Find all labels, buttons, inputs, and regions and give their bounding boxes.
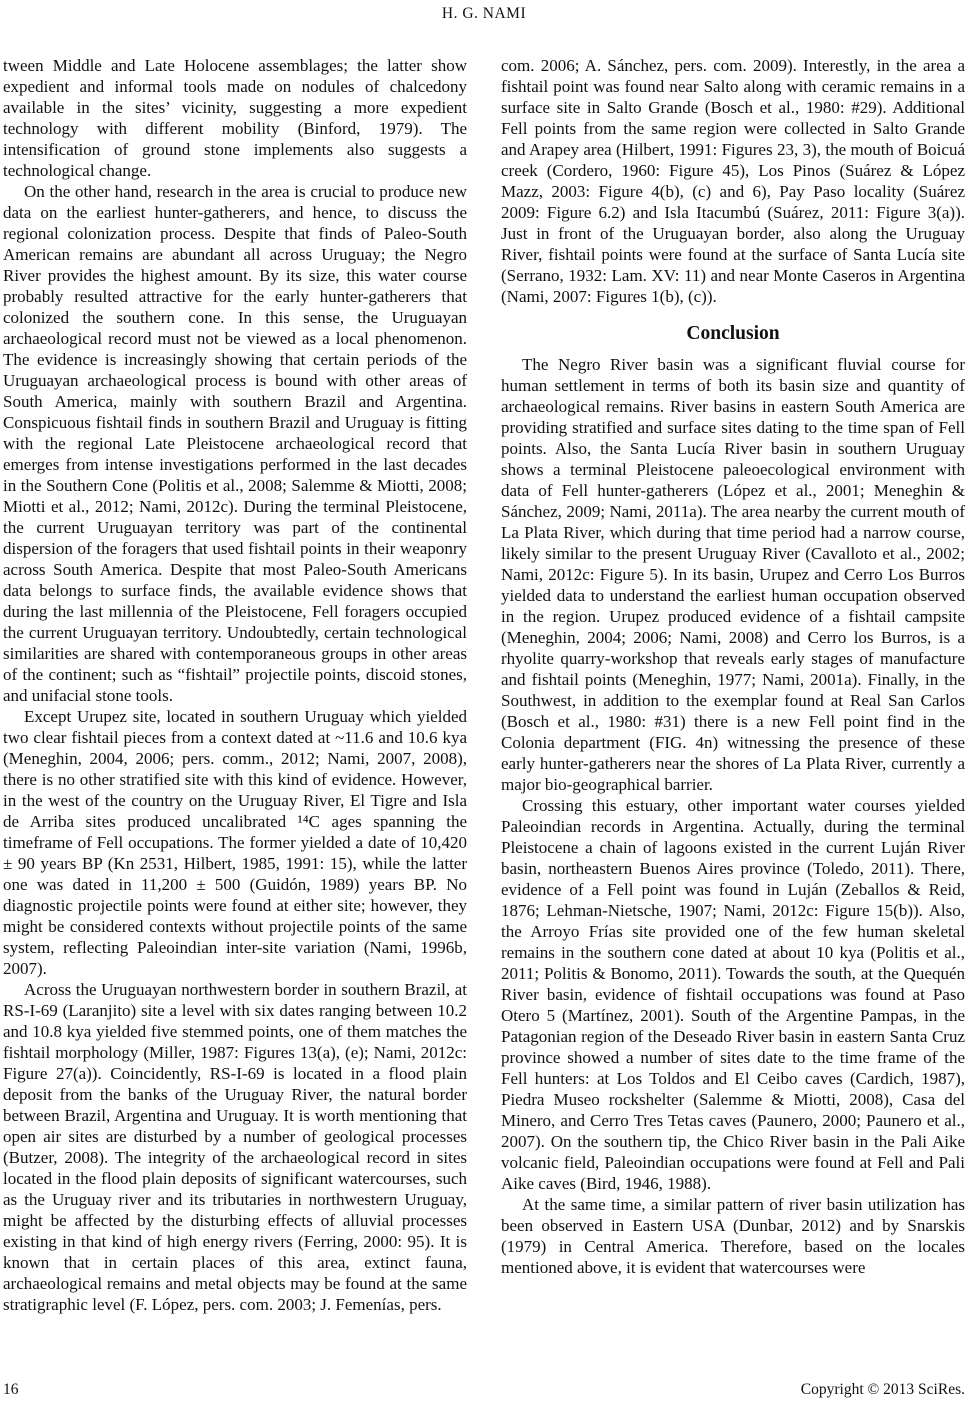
paragraph: Except Urupez site, located in southern Uruguay which yielded two clear fishtail pieces from a context dated at ~11.6 and 10.6 kya (Meneghin, 2004, 2006; pers. comm., 2012; Nami, 2007, 2008), there is no other stratified site with this kind of evidence. However, in the west of the country on the Uruguay River, El Tigre and Isla de Arriba sites produced uncalibrated ¹⁴C ages spanning the timeframe of Fell occupations. The former yielded a date of 10,420 ± 90 years BP (Kn 2531, Hilbert, 1985, 1991: 15), while the latter one was dated in 11,200 ± 500 (Guidón, 1989) years BP. No diagnostic projectile points were found at either site; however, they might be considered contexts without projectile points of the same system, reflecting Paleoindian inter-site variation (Nami, 1996b, 2007). [3, 707, 467, 978]
right-column [501, 55, 965, 1278]
paragraph: The Negro River basin was a significant fluvial course for human settlement in terms of both its basin size and quantity of archaeological remains. River basins in eastern South America are providing stratified and surface sites dating to the time span of Fell points. Also, the Santa Lucía River basin in southern Uruguay shows a terminal Pleistocene paleoecological environment with data of Fell hunter-gatherers (López et al., 2001; Meneghin & Sánchez, 2009; Nami, 2011a). The area nearby the current mouth of La Plata River, which during that time period had a narrow course, likely similar to the present Uruguay River (Cavalloto et al., 2002; Nami, 2012c: Figure 5). In its basin, Urupez and Cerro Los Burros yielded data to understand the earliest human occupation observed in the region. Urupez produced evidence of a fishtail campsite (Meneghin, 2004; 2006; Nami, 2008) and Cerro los Burros, is a rhyolite quarry-workshop that reveals early stages of manufacture and fishtail points (Meneghin, 1977; Nami, 2001a). Finally, in the Southwest, in addition to the exemplar found at Real San Carlos (Bosch et al., 1980: #31) there is a new Fell point find in the Colonia department (FIG. 4n) witnessing the presence of these early hunter-gatherers near the shores of La Plata River, currently a major bio-geographical barrier. [501, 355, 965, 794]
paragraph: Across the Uruguayan northwestern border in southern Brazil, at RS-I-69 (Laranjito) site a level with six dates ranging between 10.2 and 10.8 kya yielded five stemmed points, one of them matches the fishtail morphology (Miller, 1987: Figures 13(a), (e); Nami, 2012c: Figure 27(a)). Coincidently, RS-I-69 is located in a flood plain deposit from the banks of the Uruguay River, the natural border between Brazil, Argentina and Uruguay. It is worth mentioning that open air sites are disturbed by a number of geological processes (Butzer, 2008). The integrity of the archaeological record in sites located in the flood plain deposits of significant watercourses, such as the Uruguay river and its tributaries in northwestern Uruguay, might be affected by the disturbing effects of alluvial processes existing in that kind of high energy rivers (Ferring, 2000: 95). It is known that in certain places of this area, extinct fauna, archaeological remains and metal objects may be found at the same stratigraphic level (F. López, pers. com. 2003; J. Femenías, pers. [3, 980, 467, 1314]
paragraph: At the same time, a similar pattern of river basin utilization has been observed in Eastern USA (Dunbar, 2012) and by Snarskis (1979) in Central America. Therefore, based on the locales mentioned above, it is evident that watercourses were [501, 1195, 965, 1277]
paragraph: Crossing this estuary, other important water courses yielded Paleoindian records in Argentina. Actually, during the terminal Pleistocene a chain of lagoons existed in the current Luján River basin, northeastern Buenos Aires province (Toledo, 2011). There, evidence of a Fell point was found in Luján (Zeballos & Reid, 1876; Lehman-Nietsche, 1907; Nami, 2012c: Figure 15(b)). Also, the Arroyo Frías site provided one of the few human skeletal remains in the southern cone dated at about 10 kya (Politis et al., 2011; Politis & Bonomo, 2011). Towards the south, at the Quequén River basin, evidence of fishtail occupations was found at Paso Otero 5 (Martínez, 2001). South of the Argentine Pampas, in the Patagonian region of the Deseado River basin in eastern Santa Cruz province showed a number of sites date to the time frame of the Fell hunters: at Los Toldos and El Ceibo caves (Cardich, 1987), Piedra Museo rockshelter (Salemme & Miotti, 2008), Casa del Minero, and Cerro Tres Tetas caves (Paunero, 2000; Paunero et al., 2007). On the southern tip, the Chico River basin in the Pali Aike volcanic field, Paleoindian occupations were found at Fell and Pali Aike caves (Bird, 1946, 1988). [501, 796, 965, 1193]
running-head: H. G. NAMI [441, 5, 527, 22]
copyright-notice: Copyright © 2013 SciRes. [800, 1381, 965, 1398]
conclusion-heading: Conclusion [686, 323, 780, 344]
paragraph: tween Middle and Late Holocene assemblages; the latter show expedient and informal tools made on nodules of chalcedony available in the sites’ vicinity, suggesting a more expedient technology with different mobility (Binford, 1979). The intensification of ground stone implements also suggests a technological change. [3, 56, 467, 180]
page-number: 16 [3, 1381, 19, 1398]
paragraph: com. 2006; A. Sánchez, pers. com. 2009). Interestly, in the area a fishtail point was found near Salto along with ceramic remains in a surface site in Salto Grande (Bosch et al., 1980: #29). Additional Fell points from the same region were collected in Salto Grande and Arapey area (Hilbert, 1991: Figures 23, 3), the mouth of Boicuá creek (Cordero, 1960: Figure 45), Los Pinos (Suárez & López Mazz, 2003: Figure 4(b), (c) and 6), Pay Paso locality (Suárez 2009: Figure 6.2) and Isla Itacumbú (Suárez, 2011: Figure 3(a)). Just in front of the Uruguayan border, also along the Uruguay River, fishtail points were found at the surface of Santa Lucía site (Serrano, 1932: Lam. XV: 11) and near Monte Caseros in Argentina (Nami, 2007: Figures 1(b), (c)). [501, 56, 965, 306]
left-column [3, 55, 467, 1315]
paragraph: On the other hand, research in the area is crucial to produce new data on the earliest hunter-gatherers, and hence, to discuss the regional colonization process. Despite that finds of Paleo-South American remains are abundant all across Uruguay; the Negro River provides the highest amount. By its size, this water course probably resulted attractive for the early hunter-gatherers that colonized the southern cone. In this sense, the Uruguayan archaeological record must not be viewed as a local phenomenon. The evidence is increasingly showing that certain periods of the Uruguayan archaeological process is bound with other areas of South America, mainly with southern Brazil and Argentina. Conspicuous fishtail finds in southern Brazil and Uruguay is fitting with the regional Late Pleistocene archaeological record that emerges from intense investigations performed in the last decades in the Southern Cone (Politis et al., 2008; Salemme & Miotti, 2008; Miotti et al., 2012; Nami, 2012c). During the terminal Pleistocene, the current Uruguayan territory was part of the continental dispersion of the foragers that used fishtail points in their weaponry across South America. Despite that most Paleo-South Americans data belongs to surface finds, the available evidence shows that during the last millennia of the Pleistocene, Fell foragers occupied the current Uruguayan territory. Undoubtedly, certain technological similarities are shared with contemporaneous groups in other areas of the continent; such as “fishtail” projectile points, discoid stones, and unifacial stone tools. [3, 182, 467, 705]
